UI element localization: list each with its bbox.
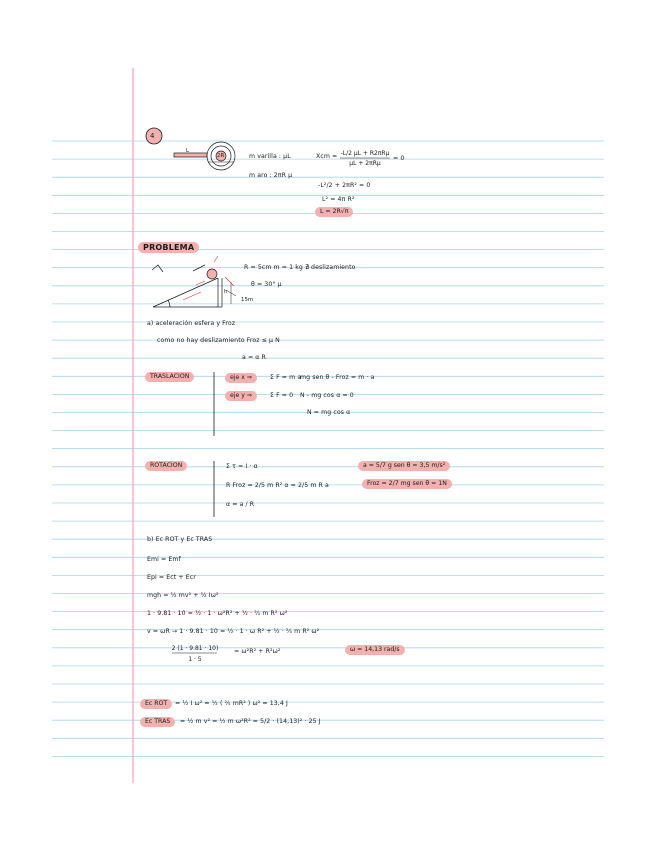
line-6-rhs: = ω²R² + R²ω² — [234, 648, 281, 655]
omega-result: ω = 14,13 rad/s — [345, 645, 405, 655]
xcm-lhs: Xcm = — [316, 153, 338, 160]
alpha-relation: a = α R — [242, 354, 266, 361]
rot-eq-3: α = a / R — [226, 501, 255, 508]
eq-3: L² = 4π R² — [322, 196, 355, 203]
line-6-denominator: 1 · 5 — [188, 656, 202, 663]
part-b-title: b) Ec ROT y Ec TRAS — [147, 536, 213, 543]
eq-x: Σ F = m a — [270, 374, 302, 381]
traslacion-label: TRASLACION — [145, 372, 194, 382]
eq-y-rhs: N - mg cos α = 0 — [300, 392, 354, 399]
incline-diagram — [152, 256, 236, 307]
given-1: R = 5cm m = 1 kg ∄ deslizamiento — [244, 264, 356, 271]
result-friction: Froz = 2/7 mg sen θ = 1N — [362, 479, 452, 489]
xcm-rhs: = 0 — [393, 155, 405, 162]
rot-eq-2: R Froz = 2/5 m R² α = 2/5 m R a — [226, 482, 329, 489]
ruled-lines — [52, 141, 604, 756]
ecrot-equation: = ½ I ω² = ½ ( ⅖ mR² ) ω² = 13,4 J — [175, 700, 288, 707]
xcm-denominator: μL + 2πRμ — [349, 160, 381, 167]
eq-y: Σ F = 0 — [270, 392, 294, 399]
bar-and-ring-diagram — [174, 142, 235, 170]
disk-mass-label: m aro : 2πR μ — [249, 172, 293, 179]
ectras-equation: = ½ m v² = ½ m ω²R² = 5/2 · (14,13)² · 25 J — [180, 718, 321, 725]
height-label: h — [224, 289, 228, 295]
eq-2: -L²/2 + 2πR² = 0 — [318, 182, 371, 189]
bar-label: L — [186, 148, 190, 154]
energy-line-1: Emi = Emf — [147, 556, 181, 563]
energy-line-2: Epi = Ect + Ecr — [147, 574, 196, 581]
energy-line-4: 1 · 9.81 · 10 = ½ · 1 · ω²R² + ½ · ⅖ m R² ω² — [147, 610, 288, 617]
rolling-condition: como no hay deslizamiento Froz ≤ μ N — [157, 337, 280, 344]
given-2: θ = 30° μ — [251, 281, 282, 288]
ectras-label: Ec TRAS — [140, 717, 175, 727]
ecrot-label: Ec ROT — [140, 699, 172, 709]
rot-eq-1: Σ τ = I · α — [226, 463, 258, 470]
problem-heading: PROBLEMA — [138, 242, 199, 253]
eq-4-result: L = 2R√π — [315, 207, 353, 217]
energy-line-3: mgh = ½ mv² + ½ Iω² — [147, 592, 219, 599]
eq-x-label: eje x ⇒ — [225, 373, 257, 383]
dist-label: 15m — [241, 297, 254, 303]
rotacion-label: ROTACION — [145, 461, 187, 471]
eq-y-label: eje y ⇒ — [225, 391, 257, 401]
part-a-title: a) aceleración esfera y Froz — [147, 320, 236, 327]
line-6-numerator: 2 (1 · 9.81 · 10) — [171, 645, 219, 652]
bar-mass-label: m varilla : μL — [249, 153, 291, 160]
energy-line-5: v = ωR → 1 · 9.81 · 10 = ½ · 1 · ω R² + ½ · ⅖ m R² ω² — [147, 628, 320, 635]
disk-label: 2R — [217, 153, 225, 159]
eq-n: N = mg cos α — [307, 409, 351, 416]
problem-number: 4 — [150, 132, 155, 140]
eq-x-rhs: mg sen θ - Froz = m · a — [300, 374, 375, 381]
result-acceleration: a = 5/7 g sen θ = 3,5 m/s² — [358, 461, 450, 471]
xcm-numerator: -L/2 μL + R2πRμ — [340, 150, 390, 157]
